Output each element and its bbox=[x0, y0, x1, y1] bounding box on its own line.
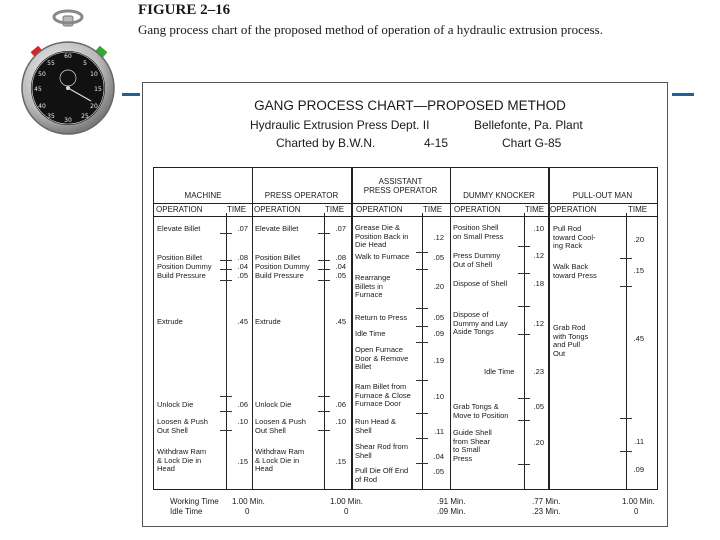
time-value: .05 bbox=[237, 271, 248, 280]
list-item: Pull Die Off End of Rod bbox=[355, 466, 409, 484]
time-value: .08 bbox=[237, 253, 248, 262]
svg-text:50: 50 bbox=[38, 71, 46, 78]
time-value: .12 bbox=[533, 251, 544, 260]
time-value: .15 bbox=[633, 266, 644, 275]
time-value: .06 bbox=[237, 400, 248, 409]
list-item: Grease Die & Position Back in Die Head bbox=[355, 223, 409, 249]
idle-time-label: Idle Time bbox=[170, 507, 203, 516]
time-value: .06 bbox=[335, 400, 346, 409]
list-item: Guide Shell from Shear to Small Press bbox=[453, 428, 492, 463]
time-value: .09 bbox=[633, 465, 644, 474]
svg-text:20: 20 bbox=[90, 103, 98, 110]
list-item: Walk to Furnace bbox=[355, 252, 410, 261]
list-item: Unlock Die bbox=[255, 400, 292, 409]
time-value: .15 bbox=[335, 457, 346, 466]
time-value: .45 bbox=[335, 317, 346, 326]
time-value: .45 bbox=[633, 334, 644, 343]
machine-idle-total: 0 bbox=[245, 507, 250, 516]
time-value: .05 bbox=[335, 271, 346, 280]
time-value: .10 bbox=[533, 224, 544, 233]
dummy-idle-total: .23 Min. bbox=[532, 507, 561, 516]
sub-time: TIME bbox=[423, 205, 443, 214]
time-value: .19 bbox=[433, 356, 444, 365]
time-value: .11 bbox=[434, 427, 444, 436]
time-value: .04 bbox=[237, 262, 248, 271]
time-value: .07 bbox=[237, 224, 248, 233]
time-value: .07 bbox=[335, 224, 346, 233]
list-item: Dispose of Shell bbox=[453, 279, 508, 288]
svg-text:60: 60 bbox=[64, 53, 72, 60]
list-item: Extrude bbox=[255, 317, 281, 326]
time-value: .04 bbox=[335, 262, 346, 271]
time-value: .45 bbox=[237, 317, 248, 326]
time-value: .12 bbox=[433, 233, 444, 242]
sub-op: OPERATION bbox=[550, 205, 597, 214]
list-item: Grab Tongs & Move to Position bbox=[453, 402, 509, 420]
list-item: Build Pressure bbox=[157, 271, 206, 280]
list-item: Pull Rod toward Cool- ing Rack bbox=[553, 224, 596, 250]
svg-text:35: 35 bbox=[47, 113, 55, 120]
time-value: .05 bbox=[433, 253, 444, 262]
machine-working-total: 1.00 Min. bbox=[232, 497, 265, 506]
time-value: .23 bbox=[533, 367, 544, 376]
chart-title: GANG PROCESS CHART—PROPOSED METHOD bbox=[254, 98, 566, 113]
svg-text:40: 40 bbox=[38, 103, 46, 110]
time-value: .20 bbox=[533, 438, 544, 447]
list-item: Grab Rod with Tongs and Pull Out bbox=[553, 323, 589, 358]
col-pull-out-man: PULL-OUT MAN bbox=[572, 191, 633, 200]
svg-text:15: 15 bbox=[94, 86, 102, 93]
sub-op: OPERATION bbox=[156, 205, 203, 214]
svg-text:10: 10 bbox=[90, 71, 98, 78]
sub-op: OPERATION bbox=[454, 205, 501, 214]
time-value: .10 bbox=[335, 417, 346, 426]
svg-text:30: 30 bbox=[64, 117, 72, 124]
chart-plant: Bellefonte, Pa. Plant bbox=[474, 118, 583, 132]
time-value: .05 bbox=[433, 467, 444, 476]
time-value: .18 bbox=[533, 279, 544, 288]
list-item: Position Billet bbox=[255, 253, 301, 262]
svg-text:55: 55 bbox=[47, 60, 55, 67]
time-value: .10 bbox=[433, 392, 444, 401]
chart-number: Chart G-85 bbox=[502, 136, 562, 150]
list-item: Position Billet bbox=[157, 253, 203, 262]
time-value: .09 bbox=[433, 329, 444, 338]
pullout-working-total: 1.00 Min. bbox=[622, 497, 655, 506]
list-item: Position Shell on Small Press bbox=[453, 223, 504, 241]
assistant-idle-total: .09 Min. bbox=[437, 507, 466, 516]
list-item: Elevate Billet bbox=[255, 224, 299, 233]
list-item: Build Pressure bbox=[255, 271, 304, 280]
accent-rule-right bbox=[672, 93, 694, 96]
figure-caption: Gang process chart of the proposed method of operation of a hydraulic extrusion process. bbox=[138, 22, 603, 37]
sub-time: TIME bbox=[227, 205, 247, 214]
list-item: Idle Time bbox=[484, 367, 515, 376]
list-item: Position Dummy bbox=[255, 262, 310, 271]
col-dummy-knocker: DUMMY KNOCKER bbox=[463, 191, 535, 200]
chart-date: 4-15 bbox=[424, 136, 449, 150]
list-item: Withdraw Ram & Lock Die in Head bbox=[255, 447, 305, 473]
time-value: .10 bbox=[237, 417, 248, 426]
time-value: .12 bbox=[533, 319, 544, 328]
col-press-operator: PRESS OPERATOR bbox=[264, 191, 339, 200]
working-time-label: Working Time bbox=[170, 497, 219, 506]
list-item: Idle Time bbox=[355, 329, 386, 338]
list-item: Dispose of Dummy and Lay Aside Tongs bbox=[453, 310, 508, 336]
list-item: Extrude bbox=[157, 317, 183, 326]
time-value: .20 bbox=[633, 235, 644, 244]
accent-rule-left bbox=[122, 93, 140, 96]
sub-time: TIME bbox=[325, 205, 345, 214]
figure-title: FIGURE 2–16 bbox=[138, 2, 231, 18]
press-idle-total: 0 bbox=[344, 507, 349, 516]
press-working-total: 1.00 Min. bbox=[330, 497, 363, 506]
list-item: Open Furnace Door & Remove Billet bbox=[355, 345, 409, 371]
list-item: Loosen & Push Out Shell bbox=[157, 417, 208, 435]
list-item: Shear Rod from Shell bbox=[355, 442, 408, 460]
list-item: Return to Press bbox=[355, 313, 408, 322]
svg-text:25: 25 bbox=[81, 113, 89, 120]
sub-op: OPERATION bbox=[254, 205, 301, 214]
list-item: Loosen & Push Out Shell bbox=[255, 417, 306, 435]
dummy-working-total: .77 Min. bbox=[532, 497, 561, 506]
pullout-idle-total: 0 bbox=[634, 507, 639, 516]
assistant-working-total: .91 Min. bbox=[437, 497, 466, 506]
list-item: Run Head & Shell bbox=[355, 417, 396, 435]
svg-text:45: 45 bbox=[34, 86, 42, 93]
charted-by: Charted by B.W.N. bbox=[276, 136, 376, 150]
time-value: .11 bbox=[634, 437, 644, 446]
time-value: .04 bbox=[433, 452, 444, 461]
list-item: Ram Billet from Furnace & Close Furnace Door bbox=[355, 382, 411, 408]
list-item: Elevate Billet bbox=[157, 224, 201, 233]
sub-time: TIME bbox=[525, 205, 545, 214]
time-value: .05 bbox=[433, 313, 444, 322]
sub-time: TIME bbox=[628, 205, 648, 214]
chart-dept: Hydraulic Extrusion Press Dept. II bbox=[250, 118, 430, 132]
list-item: Press Dummy Out of Shell bbox=[453, 251, 501, 269]
svg-text:5: 5 bbox=[83, 60, 87, 67]
sub-op: OPERATION bbox=[356, 205, 403, 214]
list-item: Withdraw Ram & Lock Die in Head bbox=[157, 447, 207, 473]
list-item: Walk Back toward Press bbox=[553, 262, 597, 280]
list-item: Rearrange Billets in Furnace bbox=[355, 273, 391, 299]
gang-table bbox=[153, 167, 658, 490]
time-value: .15 bbox=[237, 457, 248, 466]
time-value: .20 bbox=[433, 282, 444, 291]
list-item: Unlock Die bbox=[157, 400, 194, 409]
col-assistant: ASSISTANT PRESS OPERATOR bbox=[363, 177, 438, 195]
list-item: Position Dummy bbox=[157, 262, 212, 271]
stopwatch-icon bbox=[18, 8, 118, 148]
time-value: .05 bbox=[533, 402, 544, 411]
time-value: .08 bbox=[335, 253, 346, 262]
col-machine: MACHINE bbox=[184, 191, 222, 200]
